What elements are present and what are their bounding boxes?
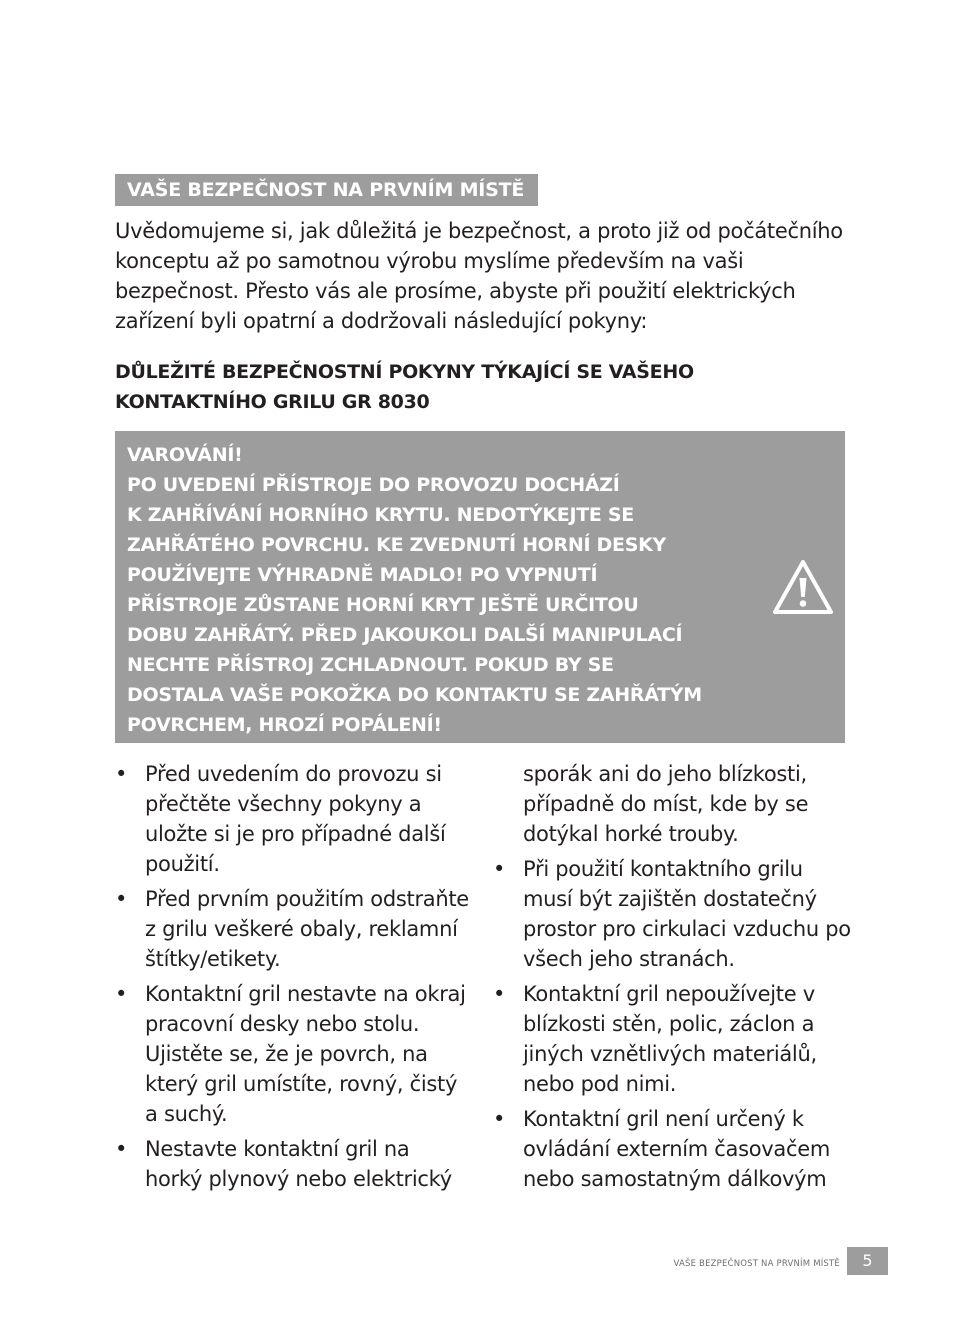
list-item-text: Při použití kontaktního grilu musí být zajištěn dostatečný prostor pro cirkulaci vzduchu po všech jeho stranách. — [523, 857, 851, 971]
warning-line: POVRCHEM, HROZÍ POPÁLENÍ! — [127, 714, 442, 736]
list-item-text: Kontaktní gril nestavte na okraj pracovní desky nebo stolu. Ujistěte se, že je povrch, na který gril umístíte, rovný, čistý a suchý. — [145, 982, 466, 1126]
list-item-text: Kontaktní gril nepoužívejte v blízkosti stěn, polic, záclon a jiných vznětlivých materiálů, nebo pod nimi. — [523, 982, 817, 1096]
warning-title: VAROVÁNÍ! — [127, 444, 243, 466]
bullet: • — [493, 982, 506, 1006]
safety-instructions-heading — [115, 357, 855, 417]
safety-list-left — [115, 759, 470, 1194]
left-column — [115, 759, 470, 1199]
list-item — [493, 1104, 853, 1194]
list-item-text: Před prvním použitím odstraňte z grilu veškeré obaly, reklamní štítky/etikety. — [145, 887, 469, 971]
subheading-line: KONTAKTNÍHO GRILU GR 8030 — [115, 391, 430, 413]
page-number: 5 — [847, 1247, 888, 1275]
warning-line: PO UVEDENÍ PŘÍSTROJE DO PROVOZU DOCHÁZÍ — [127, 474, 620, 496]
section-heading: VAŠE BEZPEČNOST NA PRVNÍM MÍSTĚ — [115, 174, 538, 206]
footer-section-label: VAŠE BEZPEČNOST NA PRVNÍM MÍSTĚ — [673, 1259, 840, 1269]
list-item — [115, 759, 470, 879]
warning-box — [115, 431, 845, 743]
bullet: • — [493, 1107, 506, 1131]
right-column — [493, 759, 853, 1199]
bullet: • — [115, 762, 128, 786]
list-item — [493, 979, 853, 1099]
warning-line: POUŽÍVEJTE VÝHRADNĚ MADLO! PO VYPNUTÍ — [127, 564, 598, 586]
warning-triangle-icon — [771, 558, 835, 616]
warning-line: ZAHŘÁTÉHO POVRCHU. KE ZVEDNUTÍ HORNÍ DESKY — [127, 534, 666, 556]
list-item — [493, 854, 853, 974]
warning-text — [127, 440, 767, 740]
list-item — [115, 979, 470, 1129]
list-item — [115, 884, 470, 974]
warning-line: PŘÍSTROJE ZŮSTANE HORNÍ KRYT JEŠTĚ URČITOU — [127, 594, 639, 616]
warning-line: NECHTE PŘÍSTROJ ZCHLADNOUT. POKUD BY SE — [127, 654, 614, 676]
safety-list-right — [493, 854, 853, 1194]
warning-line: DOSTALA VAŠE POKOŽKA DO KONTAKTU SE ZAHŘÁTÝM — [127, 684, 702, 706]
bullet: • — [115, 1137, 128, 1161]
subheading-line: DŮLEŽITÉ BEZPEČNOSTNÍ POKYNY TÝKAJÍCÍ SE VAŠEHO — [115, 361, 694, 383]
list-item-text: Nestavte kontaktní gril na horký plynový nebo elektrický — [145, 1137, 452, 1191]
intro-paragraph: Uvědomujeme si, jak důležitá je bezpečnost, a proto již od počátečního konceptu až po samotnou výrobu myslíme především na vaši bezpečnost. Přesto vás ale prosíme, abyste při použití elektrických zařízení byli opatrní a dodržovali následující pokyny: — [115, 219, 843, 333]
warning-line: K ZAHŘÍVÁNÍ HORNÍHO KRYTU. NEDOTÝKEJTE SE — [127, 504, 634, 526]
list-item — [115, 1134, 470, 1194]
list-item-text: Před uvedením do provozu si přečtěte všechny pokyny a uložte si je pro případné další použití. — [145, 762, 446, 876]
bullet: • — [115, 887, 128, 911]
list-item-continuation: sporák ani do jeho blízkosti, případně do míst, kde by se dotýkal horké trouby. — [523, 762, 809, 846]
list-item-text: Kontaktní gril není určený k ovládání externím časovačem nebo samostatným dálkovým — [523, 1107, 830, 1191]
bullet: • — [493, 857, 506, 881]
warning-line: DOBU ZAHŘÁTÝ. PŘED JAKOUKOLI DALŠÍ MANIPULACÍ — [127, 624, 683, 646]
bullet: • — [115, 982, 128, 1006]
